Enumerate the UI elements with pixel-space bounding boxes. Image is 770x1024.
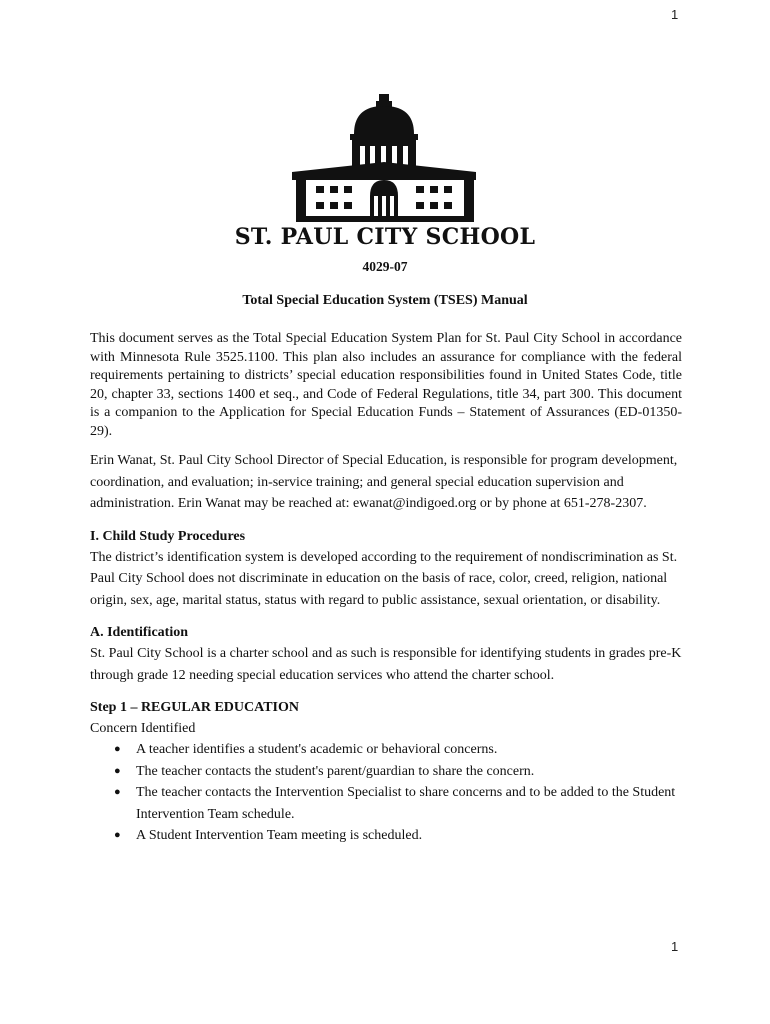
list-item: ● The teacher contacts the Intervention Specialist to share concerns and to be added to the Student Intervention Team schedule. [90, 782, 682, 825]
director-paragraph: Erin Wanat, St. Paul City School Director of Special Education, is responsible for program development, coordination, and evaluation; in-service training; and general special education supervision and administration. Erin Wanat may be reached at: ewanat@indigoed.org or by phone at 651-278-2307. [90, 453, 678, 511]
step1-heading: Step 1 – REGULAR EDUCATION [90, 700, 299, 715]
school-logo [290, 92, 480, 224]
page-number-bottom: 1 [671, 939, 679, 954]
list-item: ● A teacher identifies a student's academic or behavioral concerns. [90, 739, 682, 761]
step1-subheading: Concern Identified [90, 721, 196, 736]
section-body-child-study: The district’s identification system is developed according to the requirement of nondiscrimination as St. Paul City School does not discriminate in education on the basis of race, color, creed, religion, national origin, sex, age, marital status, status with regard to public assistance, sexual orientation, or disability. [90, 549, 678, 608]
section-body-identification: St. Paul City School is a charter school and as such is responsible for identifying students in grades pre-K through grade 12 needing special education services who attend the charter school. [90, 646, 682, 683]
document-title: Total Special Education System (TSES) Manual [242, 293, 528, 308]
section-heading-identification: A. Identification [90, 625, 188, 640]
list-item: ● The teacher contacts the student's parent/guardian to share the concern. [90, 761, 682, 783]
intro-paragraph: This document serves as the Total Special Education System Plan for St. Paul City School in accordance with Minnesota Rule 3525.1100. This plan also includes an assurance for compliance with the federal requirements pertaining to districts’ special education responsibilities found in United States Code, title 20, chapter 33, sections 1400 et seq., and Code of Federal Regulations, title 34, part 300. This document is a companion to the Application for Special Education Funds – Statement of Assurances (ED-01350-29). [90, 331, 682, 439]
page-number-top: 1 [671, 7, 679, 22]
section-heading-child-study: I. Child Study Procedures [90, 528, 246, 544]
list-item: ● A Student Intervention Team meeting is scheduled. [90, 825, 682, 847]
document-body [90, 330, 682, 847]
document-number: 4029-07 [362, 259, 408, 274]
step1-bullet-list [90, 739, 682, 847]
school-name: ST. PAUL CITY SCHOOL [234, 224, 536, 250]
capitol-building-icon [290, 92, 480, 224]
